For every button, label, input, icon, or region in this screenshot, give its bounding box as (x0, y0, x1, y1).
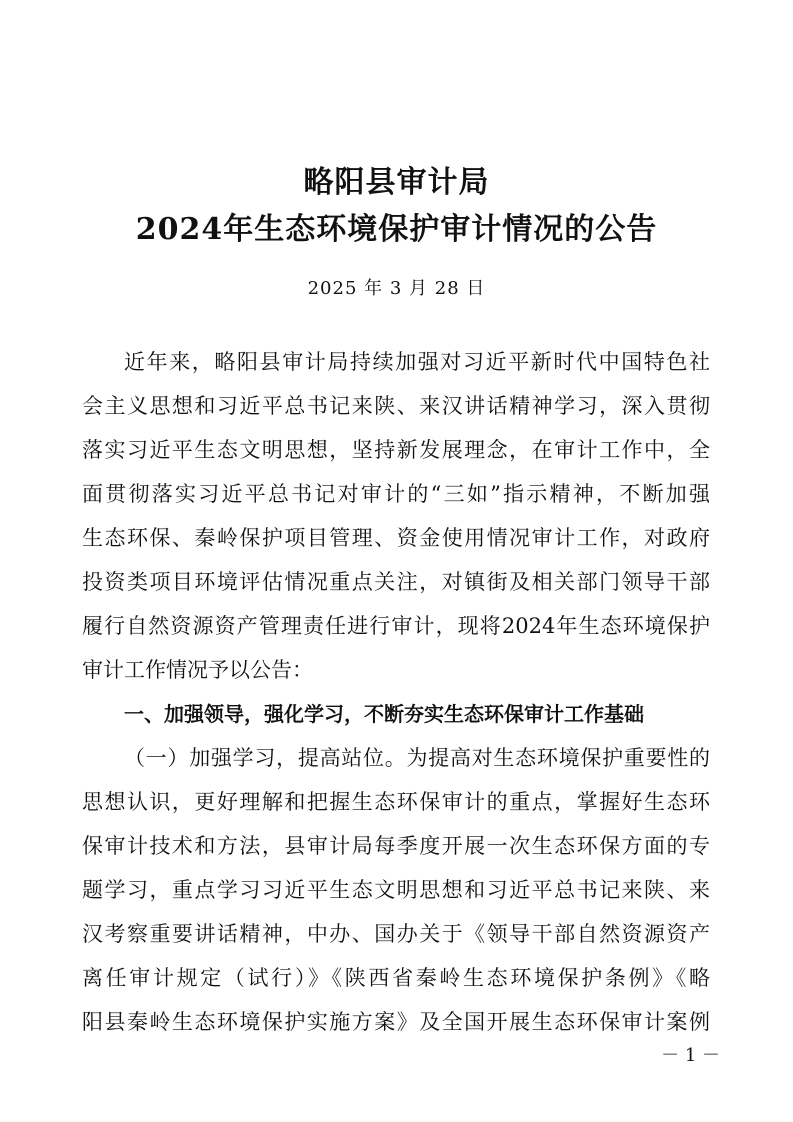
intro-paragraph-line: 审计工作情况予以公告： (82, 658, 313, 682)
subsection-paragraph-line: 阳县秦岭生态环境保护实施方案》及全国开展生态环保审计案例 (82, 1010, 710, 1034)
document-date: 2025 年 3 月 28 日 (307, 278, 486, 299)
subsection-paragraph-line: （一）加强学习，提高站位。为提高对生态环境保护重要性的 (124, 746, 710, 770)
intro-paragraph-line: 近年来，略阳县审计局持续加强对习近平新时代中国特色社 (124, 350, 710, 374)
intro-paragraph-line: 落实习近平生态文明思想，坚持新发展理念，在审计工作中，全 (82, 438, 710, 462)
intro-paragraph-line: 面贯彻落实习近平总书记对审计的“三如”指示精神，不断加强 (82, 482, 710, 506)
intro-paragraph-line: 生态环保、秦岭保护项目管理、资金使用情况审计工作，对政府 (82, 526, 710, 550)
document-title-line1: 略阳县审计局 (303, 165, 490, 200)
subsection-paragraph-line: 保审计技术和方法，县审计局每季度开展一次生态环保方面的专 (82, 834, 710, 858)
page-number: － 1 － (661, 1045, 720, 1066)
subsection-paragraph-line: 思想认识，更好理解和把握生态环保审计的重点，掌握好生态环 (82, 790, 710, 814)
subsection-paragraph-line: 题学习，重点学习习近平生态文明思想和习近平总书记来陕、来 (82, 878, 710, 902)
intro-paragraph-line: 履行自然资源资产管理责任进行审计，现将2024年生态环境保护 (82, 614, 710, 638)
subsection-paragraph-line: 汉考察重要讲话精神，中办、国办关于《领导干部自然资源资产 (82, 922, 710, 946)
section-heading: 一、加强领导，强化学习，不断夯实生态环保审计工作基础 (124, 702, 644, 726)
document-title-line2: 2024年生态环境保护审计情况的公告 (135, 212, 658, 247)
intro-paragraph-line: 投资类项目环境评估情况重点关注，对镇街及相关部门领导干部 (82, 570, 710, 594)
subsection-paragraph-line: 离任审计规定（试行）》《陕西省秦岭生态环境保护条例》《略 (82, 966, 710, 990)
intro-paragraph-line: 会主义思想和习近平总书记来陕、来汉讲话精神学习，深入贯彻 (82, 394, 710, 418)
